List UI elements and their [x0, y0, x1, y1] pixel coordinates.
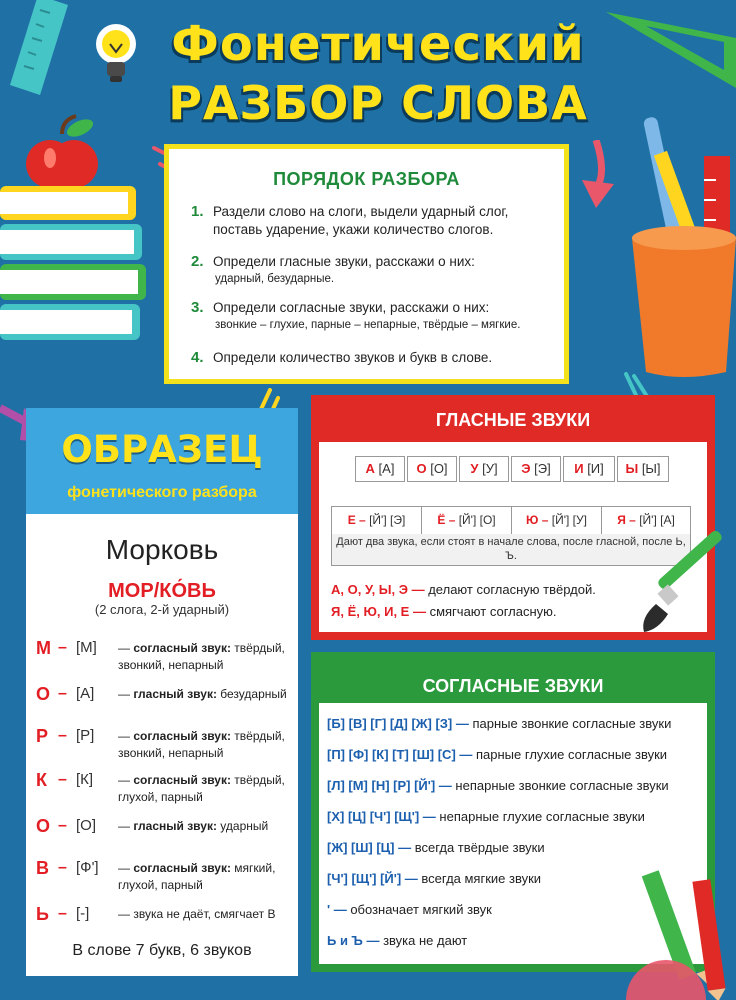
vowel-letter: О	[416, 461, 427, 476]
sound-description	[118, 772, 290, 806]
consonant-text: непарные звонкие согласные звуки	[451, 778, 669, 793]
sound: [О]	[76, 817, 97, 834]
letter-dash: –	[58, 859, 67, 876]
sound-traits: твёрдый, звонкий, непарный	[118, 641, 285, 672]
procedure-step	[191, 203, 554, 239]
sound: [Р]	[76, 727, 95, 744]
consonant-text: непарные глухие согласные звуки	[435, 809, 645, 824]
vowel-letter: Я	[617, 513, 626, 527]
dash: —	[118, 687, 130, 701]
title-line-2: РАЗБОР СЛОВА	[168, 76, 588, 130]
example-word-info: (2 слога, 2-й ударный)	[94, 602, 230, 617]
sound-description	[118, 686, 290, 703]
consonant-sounds: [Л] [М] [Н] [Р] [Й'] —	[327, 778, 452, 793]
letter-dash: –	[58, 817, 67, 834]
letter-row	[36, 638, 290, 674]
dash: —	[118, 861, 130, 875]
rule-text: делают согласную твёрдой.	[424, 582, 596, 597]
consonant-sounds: [П] [Ф] [К] [Т] [Ш] [С] —	[327, 747, 473, 762]
iotated-vowel	[512, 507, 602, 534]
vowel-dash: –	[445, 513, 459, 527]
vowel-sound: [Й'] [О]	[458, 513, 496, 527]
letter-dash: –	[58, 771, 67, 788]
sound-type: гласный звук:	[133, 819, 217, 833]
vowel-sound: [А]	[378, 461, 395, 476]
consonant-text: парные звонкие согласные звуки	[468, 716, 672, 731]
letter-row	[36, 684, 290, 720]
step-text: Определи согласные звуки, расскажи о них:	[213, 300, 490, 315]
iotated-vowel	[422, 507, 512, 534]
letter-dash: –	[58, 639, 67, 656]
sound-description	[118, 640, 290, 674]
consonant-sounds: [Ч'] [Щ'] [Й'] —	[327, 871, 418, 886]
step-text: Раздели слово на слоги, выдели ударный слог, поставь ударение, укажи количество слогов.	[213, 204, 509, 237]
step-note: ударный, безударные.	[215, 273, 335, 285]
vowel-pair	[407, 456, 457, 482]
iotated-vowel	[332, 507, 422, 534]
letter-row	[36, 816, 290, 852]
consonant-text: звука не дают	[379, 933, 468, 948]
procedure-title: ПОРЯДОК РАЗБОРА	[273, 169, 460, 189]
sound-traits: твёрдый, звонкий, непарный	[118, 729, 285, 760]
vowel-letter: Ы	[625, 461, 639, 476]
vowel-sound: [Ы]	[641, 461, 661, 476]
letter: Р	[36, 726, 49, 746]
vowel-pair	[459, 456, 509, 482]
dash: —	[118, 729, 130, 743]
vowel-pair	[355, 456, 405, 482]
letter-row	[36, 904, 290, 940]
vowel-sound: [Й'] [У]	[551, 513, 587, 527]
rule-letters: Я, Ё, Ю, И, Е —	[331, 604, 426, 619]
sound-type: согласный звук:	[133, 641, 231, 655]
example-panel	[26, 408, 298, 976]
consonant-text: всегда мягкие звуки	[417, 871, 542, 886]
books-icon	[0, 176, 150, 346]
sound-type: согласный звук:	[133, 729, 231, 743]
vowel-rule	[331, 604, 557, 619]
consonant-sounds: [Ж] [Ш] [Ц] —	[327, 840, 412, 855]
letter-row	[36, 726, 290, 762]
step-number: 2.	[191, 253, 204, 270]
consonant-row	[327, 809, 703, 824]
consonant-row	[327, 840, 703, 855]
vowel-sound: [У]	[482, 461, 498, 476]
procedure-step	[191, 349, 554, 367]
consonant-text: обозначает мягкий звук	[346, 902, 492, 917]
vowel-dash: –	[625, 513, 640, 527]
vowel-sound: [Й'] [А]	[639, 513, 675, 527]
vowel-sound: [И]	[587, 461, 604, 476]
letter: В	[36, 858, 49, 878]
vowel-letter: У	[470, 461, 479, 476]
sound-type: согласный звук:	[133, 773, 231, 787]
step-number: 4.	[191, 349, 204, 366]
consonant-sounds: [Б] [В] [Г] [Д] [Ж] [З] —	[327, 716, 469, 731]
consonant-sounds: [Х] [Ц] [Ч'] [Щ'] —	[327, 809, 436, 824]
letter: М	[36, 638, 51, 658]
vowel-pair	[511, 456, 561, 482]
consonant-sounds: Ь и Ъ —	[327, 933, 380, 948]
letter-row	[36, 858, 290, 894]
letter: О	[36, 816, 51, 836]
example-title: ОБРАЗЕЦ	[61, 428, 263, 471]
rule-letters: А, О, У, Ы, Э —	[331, 582, 425, 597]
vowel-sound: [О]	[430, 461, 448, 476]
vowel-sound: [Э]	[534, 461, 551, 476]
procedure-step	[191, 253, 554, 287]
vowel-letter: Е	[347, 513, 356, 527]
title-line-1: Фонетический	[171, 16, 585, 72]
letter: Ь	[36, 904, 49, 924]
letter-row	[36, 770, 290, 806]
consonant-row	[327, 778, 703, 793]
consonant-sounds: ' —	[327, 902, 347, 917]
sound: [А]	[76, 685, 95, 702]
vowels-title: ГЛАСНЫЕ ЗВУКИ	[435, 410, 591, 430]
step-note: звонкие – глухие, парные – непарные, твёрдые – мягкие.	[215, 319, 521, 331]
letter: К	[36, 770, 47, 790]
sound-description	[118, 818, 290, 835]
sound-traits: ударный	[216, 819, 269, 833]
sound: [М]	[76, 639, 97, 656]
consonant-text: всегда твёрдые звуки	[411, 840, 545, 855]
dash: —	[118, 907, 130, 921]
sound-traits: мягкий, глухой, парный	[118, 861, 276, 892]
example-summary: В слове 7 букв, 6 звуков	[72, 942, 252, 959]
vowel-dash: –	[538, 513, 552, 527]
letter: О	[36, 684, 51, 704]
vowel-letter: Ё	[437, 513, 446, 527]
vowel-letter: Ю	[526, 513, 539, 527]
pencils-icon	[620, 870, 736, 1000]
vowel-sound: [Й'] [Э]	[369, 513, 406, 527]
sound-traits: безударный	[216, 687, 287, 701]
step-number: 1.	[191, 203, 204, 220]
sound-traits: твёрдый, глухой, парный	[118, 773, 285, 804]
sound-type: гласный звук:	[133, 687, 217, 701]
sound-traits: звука не даёт, смягчает В	[133, 907, 276, 921]
sound: [-]	[76, 905, 90, 922]
letter-dash: –	[58, 685, 67, 702]
example-subtitle: фонетического разбора	[67, 484, 257, 501]
letter-dash: –	[58, 727, 67, 744]
step-text: Определи гласные звуки, расскажи о них:	[213, 254, 475, 269]
iotated-note: Дают два звука, если стоят в начале слова, после гласной, после Ь, Ъ.	[336, 536, 686, 562]
sound-type: согласный звук:	[133, 861, 231, 875]
vowel-dash: –	[355, 513, 370, 527]
vowel-pair	[617, 456, 669, 482]
vowel-rule	[331, 582, 596, 597]
sound-description	[118, 906, 290, 923]
consonants-title: СОГЛАСНЫЕ ЗВУКИ	[422, 676, 604, 696]
example-card	[26, 514, 298, 976]
sound-description	[118, 860, 290, 894]
dash: —	[118, 819, 130, 833]
example-word: Морковь	[105, 534, 219, 565]
step-number: 3.	[191, 299, 204, 316]
pencil-cup-icon	[630, 110, 736, 380]
arrow-icon	[576, 140, 626, 210]
dash: —	[118, 641, 130, 655]
vowel-letter: И	[574, 461, 584, 476]
consonant-row	[327, 747, 703, 762]
sound: [Ф']	[76, 859, 99, 876]
procedure-step	[191, 299, 554, 333]
sound-description	[118, 728, 290, 762]
example-word-syllables: МОР/КО́ВЬ	[108, 580, 216, 602]
consonant-row	[327, 716, 703, 731]
vowel-letter: А	[365, 461, 375, 476]
paintbrush-icon	[636, 520, 736, 636]
vowel-letter: Э	[521, 461, 531, 476]
step-text: Определи количество звуков и букв в слове.	[213, 350, 493, 365]
consonant-text: парные глухие согласные звуки	[472, 747, 668, 762]
dash: —	[118, 773, 130, 787]
sound: [К]	[76, 771, 94, 788]
rule-text: смягчают согласную.	[425, 604, 557, 619]
letter-dash: –	[58, 905, 67, 922]
vowel-pair	[563, 456, 615, 482]
procedure-panel	[164, 144, 569, 384]
